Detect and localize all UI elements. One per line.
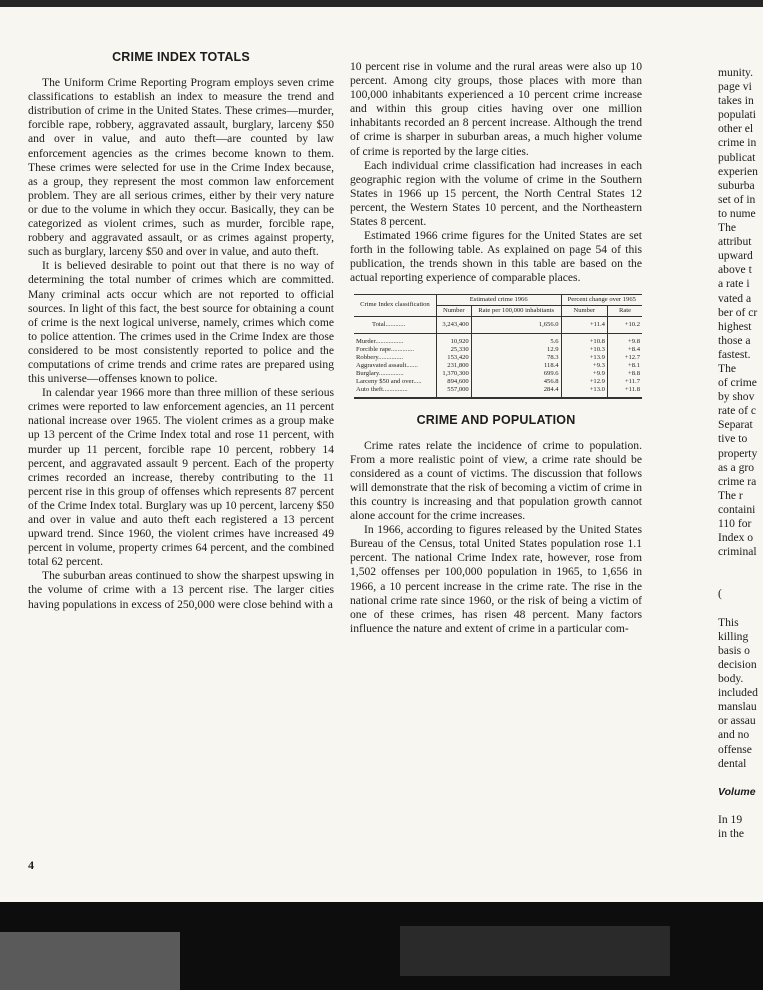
table-cell: +9.8 [607, 333, 642, 346]
text-fragment: in the [718, 827, 745, 841]
text-fragment [718, 573, 763, 587]
table-cell-label: Auto theft............... [354, 386, 436, 398]
text-fragment: manslau [718, 700, 757, 714]
table-cell: +11.7 [607, 378, 642, 386]
scan-shadow [400, 926, 670, 976]
table-cell: 1,656.0 [471, 316, 561, 333]
table-cell: 456.8 [471, 378, 561, 386]
table-row [354, 333, 642, 346]
table-cell: 118.4 [471, 362, 561, 370]
text-fragment: Volume [718, 785, 756, 798]
table-cell: 231,800 [436, 362, 471, 370]
text-fragment: populati [718, 108, 756, 122]
text-fragment: attribut [718, 235, 752, 249]
text-fragment: basis o [718, 643, 750, 657]
text-fragment: included [718, 686, 758, 700]
table-cell: +13.9 [561, 354, 607, 362]
table-cell: 1,370,300 [436, 370, 471, 378]
heading-crime-and-population: CRIME AND POPULATION [416, 412, 576, 427]
text-fragment: ( [718, 587, 722, 601]
table-cell: +12.9 [561, 378, 607, 386]
text-fragment: This [718, 615, 739, 629]
column-left [28, 50, 334, 612]
text-fragment: fastest. [718, 347, 751, 361]
text-fragment [718, 602, 763, 616]
table-cell: 284.4 [471, 386, 561, 398]
text-fragment: In 19 [718, 812, 743, 826]
paragraph: In 1966, according to figures released by the United States Bureau of the Census, total United States population rose 1.1 percent. The national Crime Index rate, however, rose from 1,502 offenses per 100,000 population in 1965, to 1,656 in 1966, a 10 percent increase in the crime rate. The rise in the national crime rate since 1960, or the risk of being a victim of one of these crimes, has risen 48 percent. Many factors influence the nature and extent of crime in a particular com- [350, 523, 642, 635]
table-header-percent-change: Percent change over 1965 [561, 294, 642, 305]
text-fragment: to nume [718, 206, 756, 220]
table-cell: +11.8 [607, 386, 642, 398]
table-cell: +8.1 [607, 362, 642, 370]
text-fragment: Index o [718, 531, 754, 545]
text-fragment: dental [718, 756, 747, 770]
table-row [354, 378, 642, 386]
text-fragment: set of in [718, 192, 756, 206]
table-cell-label: Burglary............... [354, 370, 436, 378]
table-cell: +8.8 [607, 370, 642, 378]
text-fragment: takes in [718, 94, 754, 108]
text-fragment: suburba [718, 178, 755, 192]
text-fragment: ber of cr [718, 305, 758, 319]
table-cell: 5.6 [471, 333, 561, 346]
text-fragment: containi [718, 502, 756, 516]
table-row [354, 362, 642, 370]
table-cell: 12.9 [471, 346, 561, 354]
table-cell: 78.3 [471, 354, 561, 362]
text-fragment: crime ra [718, 474, 757, 488]
text-fragment: 110 for [718, 517, 752, 530]
text-fragment: crime in [718, 136, 757, 150]
table-cell-label: Total............ [354, 316, 436, 333]
table-header-change-rate: Rate [607, 305, 642, 316]
text-fragment: above t [718, 263, 752, 277]
text-fragment: and no [718, 728, 750, 742]
column-middle [350, 60, 642, 636]
table-cell: 10,920 [436, 333, 471, 346]
text-fragment: those a [718, 333, 751, 347]
table-cell-label: Forcible rape.............. [354, 346, 436, 354]
table-cell: 894,600 [436, 378, 471, 386]
text-fragment: rate of c [718, 404, 756, 418]
table-cell: 25,330 [436, 346, 471, 354]
table-cell-label: Larceny $50 and over..... [354, 378, 436, 386]
table-cell: +11.4 [561, 316, 607, 333]
text-fragment: vated a [718, 291, 752, 305]
text-fragment: publicat [718, 150, 756, 164]
table-cell: +9.9 [561, 370, 607, 378]
text-fragment [718, 771, 763, 785]
text-fragment: killing [718, 629, 749, 643]
text-fragment: criminal [718, 545, 757, 559]
text-fragment: property [718, 446, 758, 460]
text-fragment: body. [718, 672, 744, 686]
text-fragment: a rate i [718, 277, 750, 291]
paragraph: The Uniform Crime Reporting Program employs seven crime classifications to establish an index to measure the trend and distribution of crime in the United States. These crimes—murder, forcible rape, robbery, aggravated assault, burglary, larceny $50 and over in value, and auto theft—are counted by law enforcement agencies as the crimes become known to them. These crimes were selected for use in the Crime Index because, as a group, they represent the most common law enforcement problem. They are all serious crimes, either by their very nature or due to the volume in which they occur. Basically, they can be categorized as violent crimes, such as murder, forcible rape, robbery and aggravated assault, or as crimes against property, such as burglary, larceny $50 and over in value, and auto theft. [28, 76, 334, 259]
table-header-number: Number [436, 305, 471, 316]
table-row [354, 370, 642, 378]
table-cell: 153,420 [436, 354, 471, 362]
heading-crime-index-totals: CRIME INDEX TOTALS [112, 50, 250, 64]
table-row-total [354, 316, 642, 333]
text-fragment: or assau [718, 714, 756, 728]
text-fragment: other el [718, 122, 754, 136]
table-cell-label: Murder................. [354, 333, 436, 346]
paragraph: Crime rates relate the incidence of crime to population. From a more realistic point of view, a crime rate should be considered as a count of victims. The discussion that follows will demonstrate that the risk of becoming a victim of crime in this country is increasing and that population growth cannot alone account for the crime increases. [350, 438, 642, 523]
table-header-rate: Rate per 100,000 inhabitants [471, 305, 561, 316]
scan-shadow [0, 932, 180, 990]
text-fragment: The [718, 361, 737, 375]
text-fragment: as a gro [718, 460, 755, 474]
table-cell: +13.0 [561, 386, 607, 398]
text-fragment: The [718, 221, 737, 235]
table-cell: +10.8 [561, 333, 607, 346]
table-cell: 557,000 [436, 386, 471, 398]
table-cell: +10.2 [607, 316, 642, 333]
text-fragment: highest [718, 319, 752, 333]
paragraph: It is believed desirable to point out that there is no way of determining the total number of crimes which are committed. Many criminal acts occur which are not reported to official sources. In light of this fact, the best source for obtaining a count of crime is the next logical universe, namely, crimes which come to police attention. The crimes used in the Crime Index are those considered to be most consistently reported to police and the computations of crime trends and crime rates are prepared using this universe—offenses known to police. [28, 259, 334, 386]
table-cell: 699.6 [471, 370, 561, 378]
crime-estimates-table [354, 294, 642, 399]
table-row [354, 386, 642, 398]
text-fragment: by shov [718, 390, 755, 404]
text-fragment: page vi [718, 80, 752, 94]
text-fragment: munity. [718, 66, 753, 79]
top-scan-border [0, 0, 763, 7]
table-cell: +8.4 [607, 346, 642, 354]
text-fragment: of crime [718, 376, 757, 390]
paragraph: Each individual crime classification had increases in each geographic region with the volume of crime in the Southern States in 1966 up 15 percent, the North Central States 12 percent, the Western States 10 percent, and the Northeastern States 8 percent. [350, 158, 642, 229]
page-number: 4 [28, 858, 34, 872]
scan-bottom-edge [0, 902, 763, 990]
paragraph: 10 percent rise in volume and the rural areas were also up 10 percent. Among city groups, those places with more than 100,000 inhabitants experienced a 10 percent crime increase and within this group cities having over one million inhabitants recorded an 8 percent increase. Although the trend of crime is sharper in suburban areas, a much higher volume of crime is reported by the large cities. [350, 60, 642, 158]
table-cell: +10.3 [561, 346, 607, 354]
table-header-estimated: Estimated crime 1966 [436, 294, 561, 305]
column-right-cropped [718, 66, 763, 841]
text-fragment: The r [718, 488, 743, 502]
text-fragment: experien [718, 164, 758, 178]
text-fragment: offense [718, 742, 752, 756]
table-cell: 3,243,400 [436, 316, 471, 333]
table-cell-label: Robbery............... [354, 354, 436, 362]
table-row [354, 346, 642, 354]
table-cell: +9.3 [561, 362, 607, 370]
table-cell-label: Aggravated assault....... [354, 362, 436, 370]
paragraph: In calendar year 1966 more than three million of these serious crimes were reported to law enforcement agencies, an 11 percent national increase over 1965. The violent crimes as a group make up 13 percent of the Crime Index total and rose 11 percent, with murder up 11 percent, forcible rape 10 percent, robbery 14 percent, and aggravated assault 9 percent. Each of the property crimes recorded an increase, thereby contributing to the 11 percent rise in this group of offenses which represents 87 percent of the Crime Index total. Burglary was up 10 percent, larceny $50 and over in value and auto theft each registered a 13 percent upward trend. Since 1960, the violent crimes have increased 49 percent in volume, property crimes 64 percent, and the combined total 62 percent. [28, 386, 334, 569]
text-fragment: upward [718, 249, 753, 263]
text-fragment: Separat [718, 418, 753, 432]
text-fragment [718, 799, 763, 813]
table-cell: +12.7 [607, 354, 642, 362]
table-header-classification: Crime Index classification [354, 294, 436, 316]
text-fragment: decision [718, 657, 757, 671]
text-fragment [718, 559, 763, 573]
paragraph: The suburban areas continued to show the sharpest upswing in the volume of crime with a 13 percent rise. The larger cities having populations in excess of 250,000 were close behind with a [28, 569, 334, 611]
paragraph: Estimated 1966 crime figures for the United States are set forth in the following table. As explained on page 54 of this publication, the trends shown in this table are based on the actual reporting experience of comparable places. [350, 229, 642, 285]
table-row [354, 354, 642, 362]
text-fragment: tive to [718, 432, 748, 446]
table-header-change-number: Number [561, 305, 607, 316]
